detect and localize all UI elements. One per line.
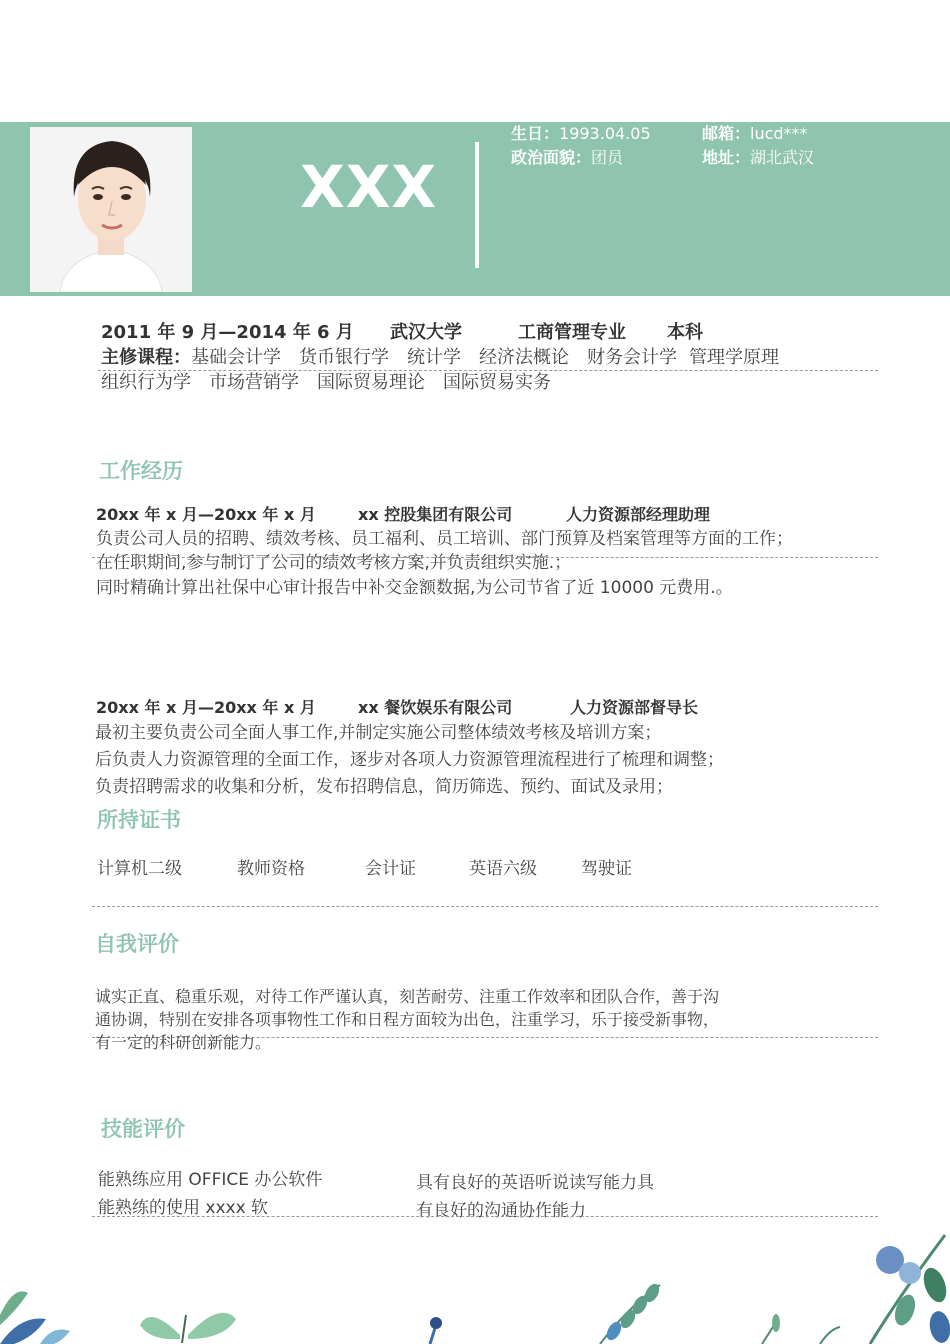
birth-value: 1993.04.05	[559, 124, 651, 143]
address-label: 地址：	[702, 148, 751, 167]
skill-item: 具有良好的英语听说读写能力具	[416, 1173, 654, 1193]
address-info	[702, 150, 814, 166]
cert-section-title: 所持证书	[97, 808, 181, 832]
self-eval-line-1: 诚实正直、稳重乐观，对待工作严谨认真，刻苦耐劳、注重工作效率和团队合作，善于沟	[95, 987, 720, 1006]
profile-photo	[30, 127, 192, 292]
job-1-line-3: 同时精确计算出社保中心审计报告中补交金额数据,为公司节省了近 10000 元费用.。	[96, 578, 733, 598]
divider	[92, 906, 878, 907]
course-item: 国际贸易理论	[317, 372, 425, 393]
job-1-header	[96, 507, 796, 527]
politics-label: 政治面貌：	[511, 148, 592, 167]
edu-school: 武汉大学	[390, 322, 462, 343]
course-item: 管理学原理	[689, 347, 779, 368]
birth-label: 生日：	[511, 124, 560, 143]
work-section-title: 工作经历	[99, 459, 183, 483]
job-1-line-1: 负责公司人员的招聘、绩效考核、员工福利、员工培训、部门预算及档案管理等方面的工作；	[96, 529, 793, 549]
candidate-name: XXX	[300, 153, 438, 221]
email-value: lucd***	[750, 124, 808, 143]
self-eval-line-2: 通协调，特别在安排各项事物性工作和日程方面较为出色，注重学习，乐于接受新事物，	[95, 1010, 720, 1029]
job-2-company: xx 餐饮娱乐有限公司	[358, 698, 513, 717]
job-1-company: xx 控股集团有限公司	[358, 505, 513, 524]
address-value: 湖北武汉	[750, 148, 815, 167]
self-eval-line-3: 有一定的科研创新能力。	[95, 1033, 272, 1052]
botanical-footer-decoration	[0, 1215, 950, 1344]
cert-item: 会计证	[365, 859, 416, 879]
job-1-line-2: 在任职期间,参与制订了公司的绩效考核方案,并负责组织实施.；	[96, 553, 572, 573]
job-2-line-1: 最初主要负责公司全面人事工作,并制定实施公司整体绩效考核及培训方案；	[95, 723, 662, 743]
skill-item: 有良好的沟通协作能力	[416, 1201, 586, 1221]
skills-section-title: 技能评价	[101, 1117, 185, 1141]
cert-item: 英语六级	[469, 859, 537, 879]
self-eval-section-title: 自我评价	[95, 932, 179, 956]
skill-item: 能熟练应用 OFFICE 办公软件	[98, 1170, 323, 1190]
cert-item: 教师资格	[237, 859, 305, 879]
email-label: 邮箱：	[702, 124, 751, 143]
courses-label: 主修课程：	[101, 347, 191, 368]
course-item: 市场营销学	[209, 372, 299, 393]
job-2-line-2: 后负责人力资源管理的全面工作，逐步对各项人力资源管理流程进行了梳理和调整；	[95, 750, 724, 770]
job-2-period: 20xx 年 x 月—20xx 年 x 月	[96, 698, 316, 717]
cert-item: 驾驶证	[581, 859, 632, 879]
courses-row-2	[101, 374, 569, 392]
courses-row-1	[101, 349, 797, 367]
divider	[92, 557, 878, 558]
politics-info	[511, 150, 623, 166]
avatar-portrait	[30, 127, 192, 292]
cert-item: 计算机二级	[97, 859, 182, 879]
email-info	[702, 126, 808, 142]
course-item: 基础会计学	[191, 347, 281, 368]
course-item: 财务会计学	[587, 347, 677, 368]
job-2-header	[96, 700, 796, 720]
birth-info	[511, 126, 651, 142]
job-1-period: 20xx 年 x 月—20xx 年 x 月	[96, 505, 316, 524]
edu-degree: 本科	[667, 322, 703, 343]
skill-item: 能熟练的使用 xxxx 软	[98, 1198, 269, 1218]
course-item: 统计学	[407, 347, 461, 368]
job-2-line-3: 负责招聘需求的收集和分析，发布招聘信息，简历筛选、预约、面试及录用；	[95, 777, 673, 797]
course-item: 国际贸易实务	[443, 372, 551, 393]
job-2-position: 人力资源部督导长	[570, 698, 699, 717]
course-item: 组织行为学	[101, 372, 191, 393]
edu-major: 工商管理专业	[518, 322, 626, 343]
edu-period: 2011 年 9 月—2014 年 6 月	[101, 322, 354, 343]
divider	[98, 370, 878, 371]
job-1-position: 人力资源部经理助理	[566, 505, 711, 524]
course-item: 经济法概论	[479, 347, 569, 368]
course-item: 货币银行学	[299, 347, 389, 368]
politics-value: 团员	[591, 148, 624, 167]
header-divider	[475, 142, 479, 268]
